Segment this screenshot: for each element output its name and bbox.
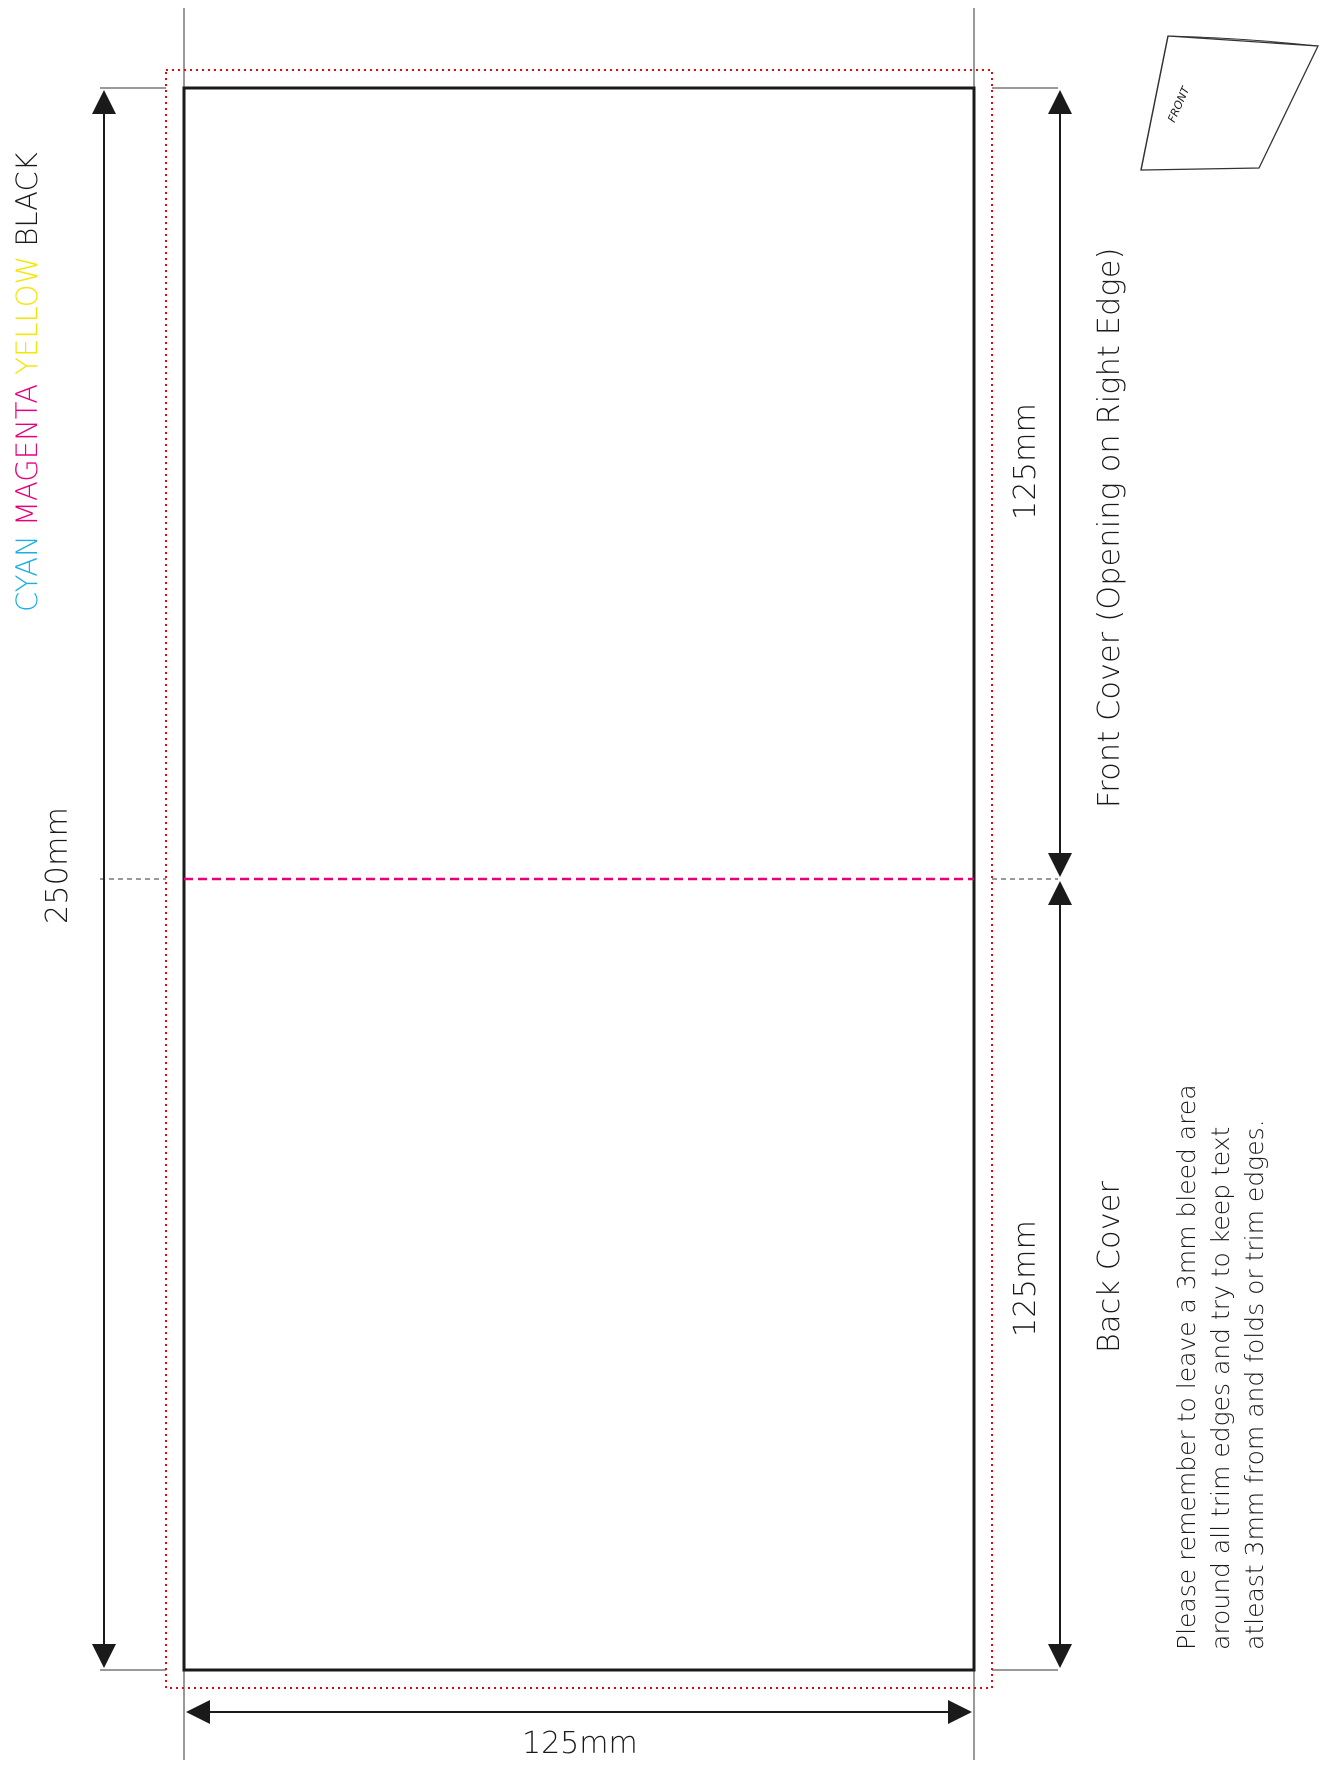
- back-height-label: 125mm: [1008, 1219, 1043, 1337]
- bleed-note-line-3: atleast 3mm from and folds or trim edges.: [1240, 1119, 1269, 1650]
- width-label: 125mm: [522, 1726, 638, 1761]
- cyan-label: CYAN: [10, 535, 44, 612]
- front-height-label: 125mm: [1008, 402, 1043, 520]
- folded-card-icon: [1141, 36, 1318, 170]
- back-cover-label: Back Cover: [1092, 1180, 1127, 1353]
- black-label: BLACK: [10, 152, 44, 247]
- total-height-label: 250mm: [40, 806, 75, 924]
- cmyk-color-bar: [10, 152, 44, 612]
- yellow-label: YELLOW: [10, 255, 44, 375]
- front-cover-label: Front Cover (Opening on Right Edge): [1092, 247, 1127, 808]
- bleed-note-line-2: around all trim edges and try to keep text: [1206, 1126, 1235, 1650]
- bleed-note-line-1: Please remember to leave a 3mm bleed area: [1172, 1084, 1201, 1650]
- magenta-label: MAGENTA: [10, 383, 44, 527]
- front-icon-label: FRONT: [1165, 84, 1193, 125]
- bleed-note: [1170, 1084, 1272, 1650]
